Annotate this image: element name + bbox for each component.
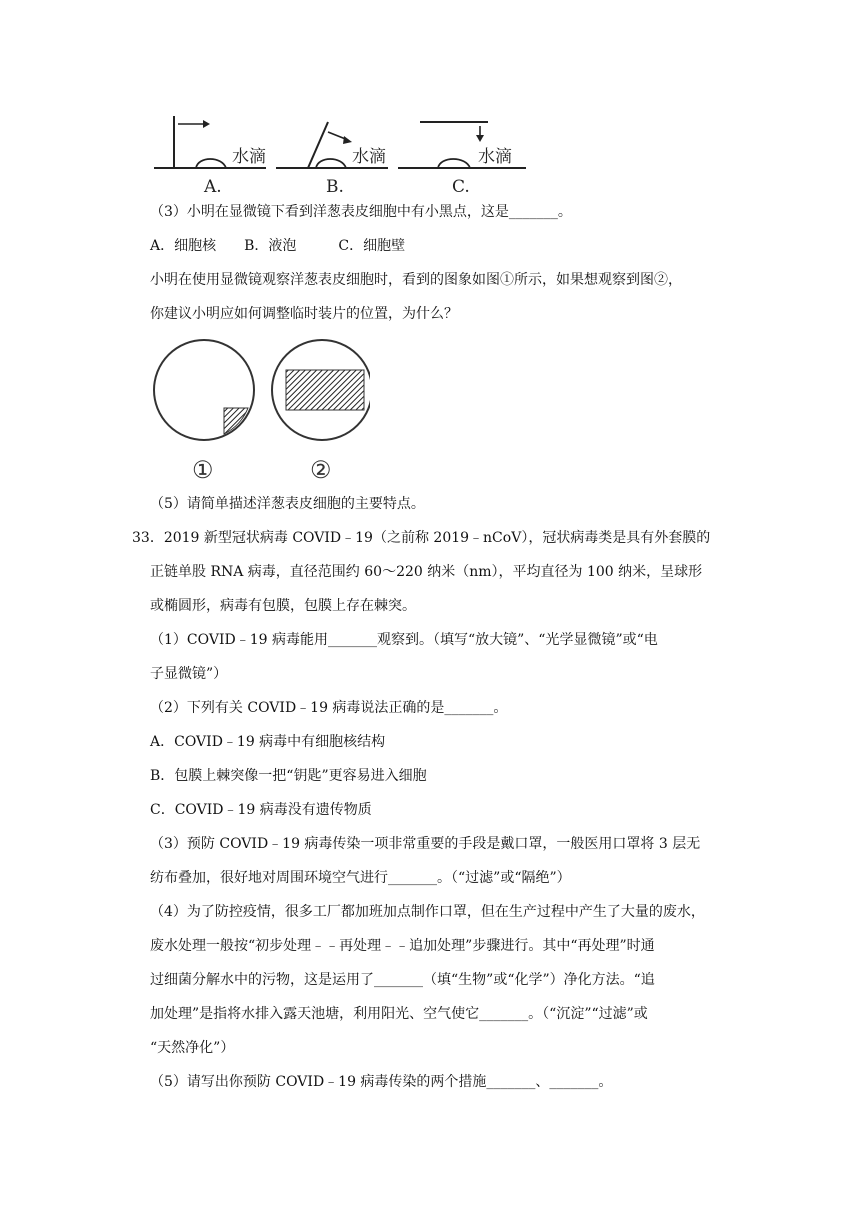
q33-intro-2: 正链单股 RNA 病毒，直径范围约 60～220 纳米（nm），平均直径为 100 纳米，呈球形: [150, 564, 703, 580]
q33-p2: （2）下列有关 COVID﹣19 病毒说法正确的是_______。: [150, 700, 508, 716]
q3-text: （3）小明在显微镜下看到洋葱表皮细胞中有小黑点，这是_______。: [150, 204, 572, 220]
view-circle-1: [154, 340, 254, 440]
q33-p4-line4: 加处理”是指将水排入露天池塘，利用阳光、空气使它_______。（“沉淀”“过滤”或: [150, 1006, 648, 1022]
q4-line1: 小明在使用显微镜观察洋葱表皮细胞时，看到的图象如图①所示，如果想观察到图②，: [150, 272, 682, 288]
label-b: B.: [326, 177, 344, 196]
q33-p3-line1: （3）预防 COVID﹣19 病毒传染一项非常重要的手段是戴口罩，一般医用口罩将 3 层无: [150, 836, 701, 852]
q33-intro-3: 或椭圆形，病毒有包膜，包膜上存在棘突。: [150, 598, 416, 614]
q33-p4-line5: “天然净化”）: [150, 1040, 235, 1056]
label-circle-1: ①: [192, 456, 214, 484]
q33-p2-option-c: C．COVID﹣19 病毒没有遗传物质: [150, 802, 372, 818]
q33-intro-1: 33．2019 新型冠状病毒 COVID﹣19（之前称 2019﹣nCoV），冠状病毒类是具有外套膜的: [132, 530, 711, 546]
q33-p4-line1: （4）为了防控疫情，很多工厂都加班加点制作口罩，但在生产过程中产生了大量的废水，: [150, 904, 705, 920]
water-label-b: 水滴: [352, 147, 386, 167]
coverslip-figure: [148, 108, 528, 196]
label-c: C.: [452, 177, 470, 196]
q33-p1-line2: 子显微镜”）: [150, 666, 228, 682]
view-circle-2: [272, 340, 370, 440]
q5-text: （5）请简单描述洋葱表皮细胞的主要特点。: [150, 496, 425, 512]
microscope-figure: [150, 338, 370, 486]
q33-p4-line3: 过细菌分解水中的污物，这是运用了_______（填“生物”或“化学”）净化方法。“追: [150, 972, 655, 988]
q33-p5: （5）请写出你预防 COVID﹣19 病毒传染的两个措施_______、_______。: [150, 1074, 613, 1090]
q33-p2-option-a: A．COVID﹣19 病毒中有细胞核结构: [150, 734, 386, 750]
q33-p1-line1: （1）COVID﹣19 病毒能用_______观察到。（填写“放大镜”、“光学显微镜”或“电: [150, 632, 658, 648]
q3-options: A．细胞核 B．液泡 C．细胞壁: [150, 238, 406, 254]
label-a: A.: [204, 177, 222, 196]
q33-p4-line2: 废水处理一般按“初步处理﹣﹣再处理﹣﹣追加处理”步骤进行。其中“再处理”时通: [150, 938, 655, 954]
water-label-c: 水滴: [478, 147, 512, 167]
q4-line2: 你建议小明应如何调整临时装片的位置，为什么？: [150, 306, 458, 322]
water-label-a: 水滴: [232, 147, 266, 167]
label-circle-2: ②: [310, 456, 332, 484]
q33-p3-line2: 纺布叠加，很好地对周围环境空气进行_______。（“过滤”或“隔绝”）: [150, 870, 571, 886]
q33-p2-option-b: B．包膜上棘突像一把“钥匙”更容易进入细胞: [150, 768, 427, 784]
